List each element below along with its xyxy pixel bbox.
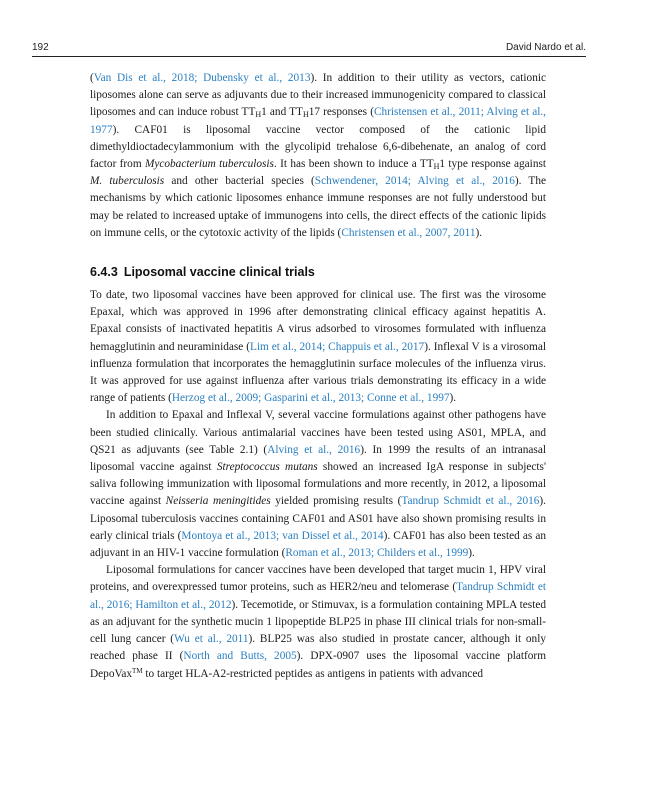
header-rule [32, 56, 586, 57]
citation-link[interactable]: Tandrup Schmidt et al., 2016; Hamilton et al., 2012 [90, 581, 546, 611]
citation-link[interactable]: North and Butts, 2005 [183, 650, 297, 663]
section-heading [90, 264, 546, 281]
section-number: 6.4.3 [90, 265, 118, 280]
citation-link[interactable]: Herzog et al., 2009; Gasparini et al., 2013; Conne et al., 1997 [171, 392, 450, 405]
citation-link[interactable]: Montoya et al., 2013; van Dissel et al., 2014 [181, 529, 384, 542]
citation-link[interactable]: Alving et al., 2016 [267, 443, 361, 456]
citation-link[interactable]: Christensen et al., 2011; Alving et al., 1977 [90, 106, 547, 136]
citation-link[interactable]: Schwendener, 2014; Alving et al., 2016 [314, 175, 515, 188]
th-symbol: T [248, 106, 256, 119]
body-text [90, 70, 546, 683]
paragraph-other-pathogens: In addition to Epaxal and Inflexal V, several vaccine formulations against other pathogens have been studied clinically. Various antimalarial vaccines have been tested using AS01, MPLA, and QS21 as adjuvants (see Table 2.1) (Alving et al., 2016). In 1999 the results of an intranasal liposomal vaccine against Streptococcus mutans showed an increased IgA response in subjects' saliva following immunization with liposomal formulations and more recently, in 2012, a liposomal vaccine against Neisseria meningitides yielded promising results (Tandrup Schmidt et al., 2016). Liposomal tuberculosis vaccines containing CAF01 and AS01 have also shown promising results in early clinical trials (Montoya et al., 2013; van Dissel et al., 2014). CAF01 has also been tested as an adjuvant in an HIV-1 vaccine formulation (Roman et al., 2013; Childers et al., 1999). [90, 409, 546, 560]
paragraph-approved-vaccines: To date, two liposomal vaccines have been approved for clinical use. The first was the virosome Epaxal, which was approved in 1996 after demonstrating clinical efficacy against hepatitis A. Epaxal consists of inactivated hepatitis A virus adsorbed to virosomes formulated with influenza hemagglutinin and neuraminidase (Lim et al., 2014; Chappuis et al., 2017). Inflexal V is a virosomal influenza formulation that incorporates the hemagglutinin surface molecules of the influenza virus. It was approved for use against influenza after various trials demonstrating its efficacy in a wide range of patients (Herzog et al., 2009; Gasparini et al., 2013; Conne et al., 1997). [90, 289, 546, 405]
running-head [32, 36, 586, 58]
running-head-author: David Nardo et al. [505, 42, 586, 53]
citation-link[interactable]: Wu et al., 2011 [174, 633, 249, 646]
citation-link[interactable]: Van Dis et al., 2018; Dubensky et al., 2013 [93, 72, 311, 84]
citation-link[interactable]: Christensen et al., 2007, 2011 [341, 226, 476, 239]
citation-link[interactable]: Lim et al., 2014; Chappuis et al., 2017 [249, 340, 425, 353]
citation-link[interactable]: Roman et al., 2013; Childers et al., 1999 [285, 547, 469, 560]
trademark-symbol: TM [132, 666, 143, 675]
paragraph-cationic-liposomes: (Van Dis et al., 2018; Dubensky et al., 2013). In addition to their utility as vectors, cationic liposomes alone can serve as adjuvants due to their increased immunogenicity compared to classical liposomes and can induce robust $TT_H1$ and $TT_H17$ responses (Christensen et al., 2011; Alving et al., 1977). CAF01 is liposomal vaccine vector composed of the cationic lipid dimethyldioctadecylammonium with the glycolipid trehalose 6,6-dibehenate, an analog of cord factor from Mycobacterium tuberculosis. It has been shown to induce a $TT_H1$ type response against M. tuberculosis and other bacterial species (Schwendener, 2014; Alving et al., 2016). The mechanisms by which cationic liposomes enhance immune responses are not fully understood but may be related to increased uptake of immunogens into cells, the direct effects of the cationic lipids on immune cells, or the cytotoxic activity of the lipids (Christensen et al., 2007, 2011). [90, 72, 547, 239]
page-number: 192 [32, 42, 49, 53]
th-symbol: T [296, 106, 303, 119]
paragraph-cancer-vaccines: Liposomal formulations for cancer vaccines have been developed that target mucin 1, HPV viral proteins, and overexpressed tumor proteins, such as HER2/neu and telomerase (Tandrup Schmidt et al., 2016; Hamilton et al., 2012). Tecemotide, or Stimuvax, is a formulation containing MPLA tested as an adjuvant for the synthetic mucin 1 lipopeptide BLP25 in phase III clinical trials for non-small-cell lung cancer (Wu et al., 2011). BLP25 was also studied in prostate cancer, although it only reached phase II (North and Butts, 2005). DPX-0907 uses the liposomal vaccine platform DepoVax™ to target HLA-A2-restricted peptides as antigens in patients with advanced [90, 564, 546, 680]
th-symbol: T [426, 158, 434, 171]
citation-link[interactable]: Tandrup Schmidt et al., 2016 [401, 495, 540, 508]
section-title: Liposomal vaccine clinical trials [123, 265, 315, 280]
